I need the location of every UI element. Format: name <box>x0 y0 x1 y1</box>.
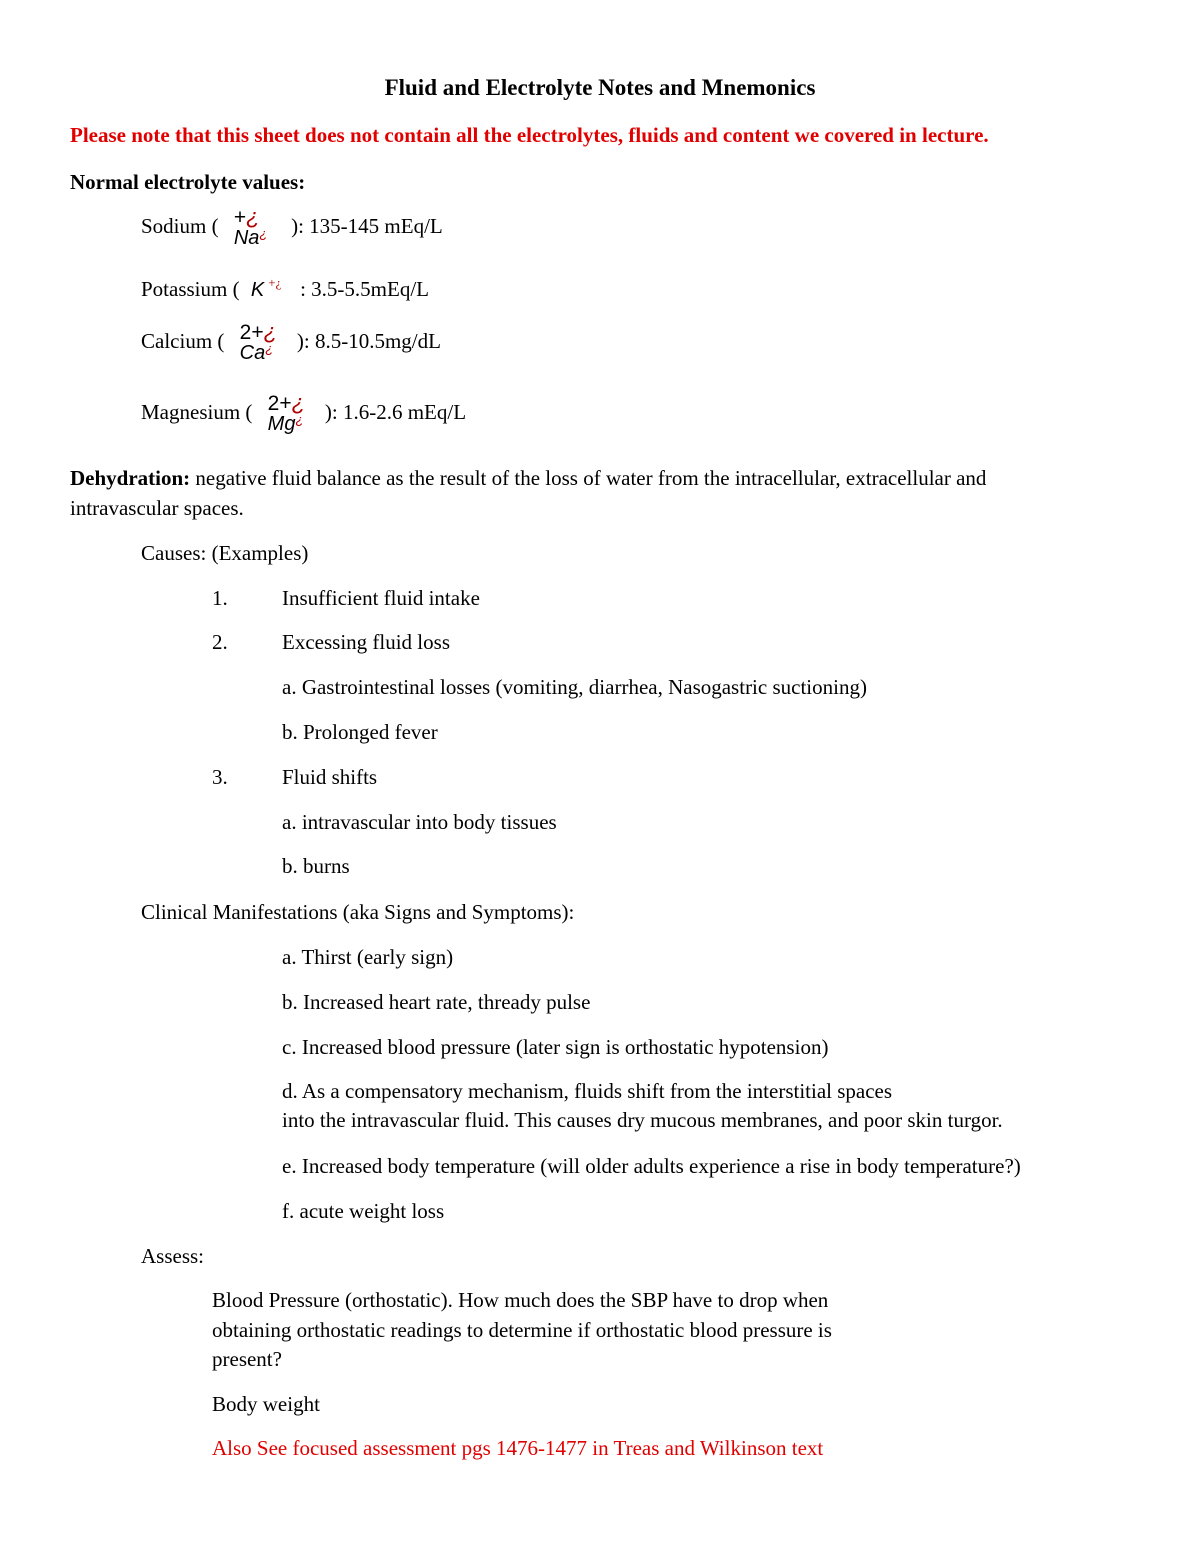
electrolyte-name: Sodium ( <box>141 213 219 238</box>
electrolyte-name: Potassium ( <box>141 277 240 301</box>
cause-subitem: a. intravascular into body tissues <box>282 810 557 834</box>
electrolyte-value: ): 1.6-2.6 mEq/L <box>324 399 467 424</box>
normal-values-heading: Normal electrolyte values: <box>70 170 306 194</box>
assess-body-weight: Body weight <box>212 1392 320 1416</box>
sodium-ion-formula: +¿ Na¿ <box>233 204 268 249</box>
clinical-item: a. Thirst (early sign) <box>282 945 454 969</box>
calcium-ion-formula: 2+¿ Ca¿ <box>239 319 278 364</box>
cause-item: Insufficient fluid intake <box>282 586 480 610</box>
magnesium-ion-formula: 2+¿ Mg¿ <box>267 390 306 435</box>
assess-bp-line2: obtaining orthostatic readings to determine if orthostatic blood pressure is <box>212 1318 832 1342</box>
electrolyte-magnesium <box>141 392 466 436</box>
dehydration-definition <box>70 466 986 491</box>
electrolyte-name: Magnesium ( <box>141 399 253 424</box>
clinical-item-cont: into the intravascular fluid. This causes dry mucous membranes, and poor skin turgor. <box>282 1108 1003 1132</box>
electrolyte-sodium <box>141 206 443 250</box>
ion-symbol: K <box>250 279 265 301</box>
dehydration-text: negative fluid balance as the result of the loss of water from the intracellular, extracellular and <box>190 466 987 490</box>
assess-heading: Assess: <box>141 1244 205 1268</box>
ion-charge: 2+ <box>267 392 292 415</box>
cause-item: Excessing fluid loss <box>282 630 450 654</box>
ion-symbol: Ca <box>239 342 266 364</box>
electrolyte-value: ): 8.5-10.5mg/dL <box>296 328 441 353</box>
clinical-heading: Clinical Manifestations (aka Signs and Symptoms): <box>141 900 575 924</box>
clinical-item: e. Increased body temperature (will older adults experience a rise in body temperature?) <box>282 1154 1021 1178</box>
electrolyte-name: Calcium ( <box>141 328 225 353</box>
cause-number: 3. <box>212 765 228 789</box>
ion-charge: + <box>233 206 247 229</box>
notice-text: Please note that this sheet does not contain all the electrolytes, fluids and content we covered in lecture. <box>70 123 989 147</box>
electrolyte-calcium <box>141 321 441 365</box>
cause-number: 1. <box>212 586 228 610</box>
cause-subitem: a. Gastrointestinal losses (vomiting, diarrhea, Nasogastric suctioning) <box>282 675 867 699</box>
cause-item: Fluid shifts <box>282 765 378 789</box>
electrolyte-potassium <box>141 277 429 302</box>
dehydration-term: Dehydration: <box>70 466 191 490</box>
ion-symbol: Na <box>233 227 260 249</box>
ion-symbol: Mg <box>267 413 296 435</box>
document-title: Fluid and Electrolyte Notes and Mnemonics <box>384 75 816 100</box>
clinical-item: f. acute weight loss <box>282 1199 445 1223</box>
electrolyte-value: ): 135-145 mEq/L <box>291 213 443 238</box>
assess-bp-line1: Blood Pressure (orthostatic). How much does the SBP have to drop when <box>212 1288 829 1312</box>
potassium-ion-formula: K +¿ <box>250 275 282 301</box>
cause-number: 2. <box>212 630 228 654</box>
causes-heading: Causes: (Examples) <box>141 541 309 565</box>
cause-subitem: b. burns <box>282 854 350 878</box>
clinical-item: c. Increased blood pressure (later sign is orthostatic hypotension) <box>282 1035 829 1059</box>
clinical-item: d. As a compensatory mechanism, fluids shift from the interstitial spaces <box>282 1079 893 1103</box>
see-also-reference: Also See focused assessment pgs 1476-1477 in Treas and Wilkinson text <box>212 1436 824 1460</box>
ion-charge: 2+ <box>239 321 264 344</box>
electrolyte-value: : 3.5-5.5mEq/L <box>300 277 429 301</box>
cause-subitem: b. Prolonged fever <box>282 720 438 744</box>
assess-bp-line3: present? <box>212 1347 282 1371</box>
clinical-item: b. Increased heart rate, thready pulse <box>282 990 591 1014</box>
dehydration-definition-cont: intravascular spaces. <box>70 496 244 520</box>
